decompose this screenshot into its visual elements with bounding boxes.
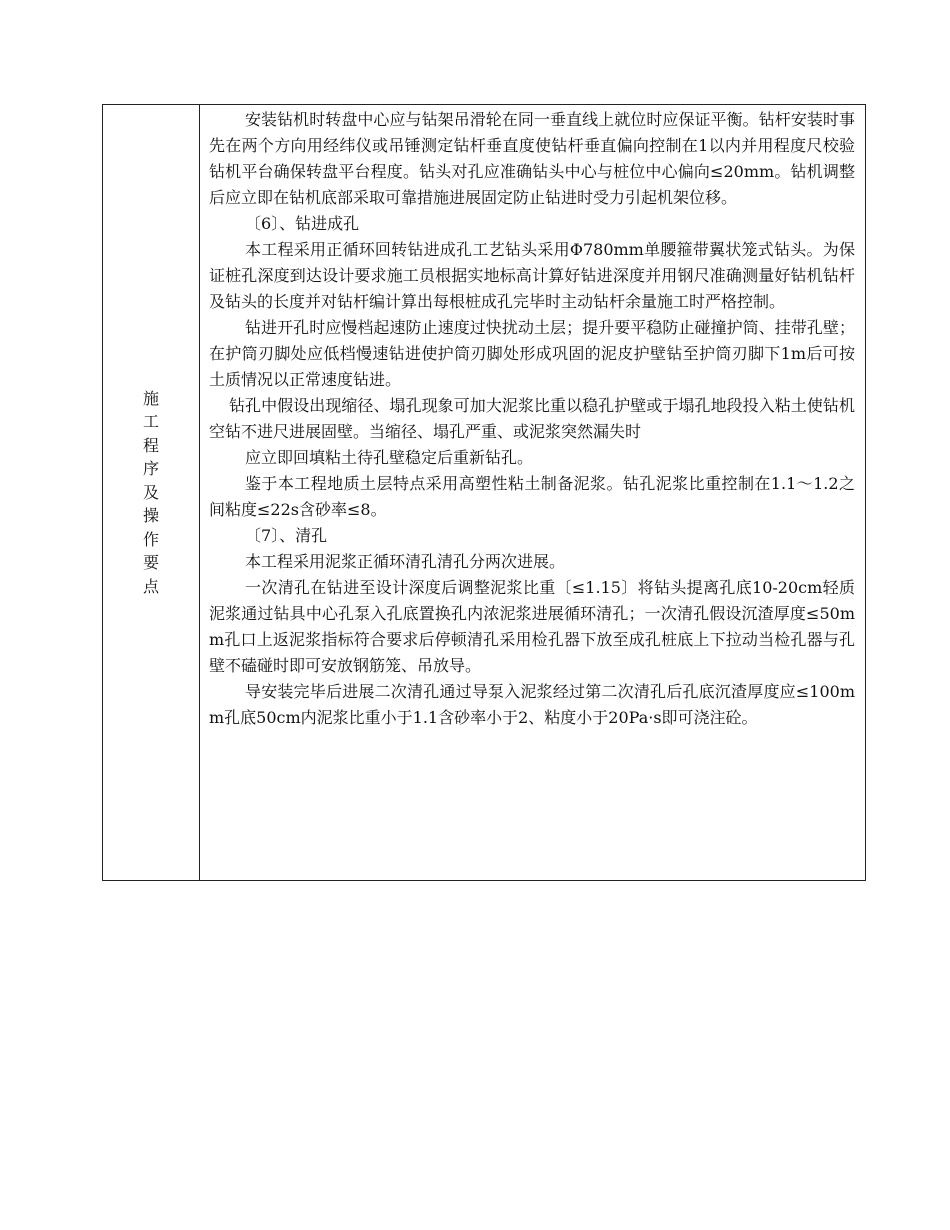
- paragraph-mud-preparation: 鉴于本工程地质土层特点采用高塑性粘土制备泥浆。钻孔泥浆比重控制在1.1～1.2之间粘度≤22s含砂率≤8。: [209, 474, 855, 519]
- heading-hole-cleaning: 〔7〕、清孔: [245, 526, 328, 545]
- paragraph-drilling-process: 本工程采用正循环回转钻进成孔工艺钻头采用Φ780mm单腰箍带翼状笼式钻头。为保证桩孔深度到达设计要求施工员根据实地标高计算好钻进深度并用钢尺准确测量好钻机钻杆及钻头的长度并对钻杆编计算出每根桩成孔完毕时主动钻杆余量施工时严格控制。: [209, 240, 855, 311]
- paragraph-second-cleaning: 导安装完毕后进展二次清孔通过导泵入泥浆经过第二次清孔后孔底沉渣厚度应≤100mm孔底50cm内泥浆比重小于1.1含砂率小于2、粘度小于20Pa·s即可浇注砼。: [209, 682, 855, 727]
- heading-drilling: 〔6〕、钻进成孔: [245, 214, 360, 233]
- paragraph-drilling-start: 钻进开孔时应慢档起速防止速度过快扰动土层；提升要平稳防止碰撞护筒、挂带孔壁；在护筒刃脚处应低档慢速钻进使护筒刃脚处形成巩固的泥皮护壁钻至护筒刃脚下1m后可按土质情况以正常速度钻进。: [209, 318, 855, 389]
- paragraph-drill-installation: 安装钻机时转盘中心应与钻架吊滑轮在同一垂直线上就位时应保证平衡。钻杆安装时事先在两个方向用经纬仪或吊锤测定钻杆垂直度使钻杆垂直偏向控制在1以内并用程度尺校验钻机平台确保转盘平台程度。钻头对孔应准确钻头中心与桩位中心偏向≤20mm。钻机调整后应立即在钻机底部采取可靠措施进展固定防止钻进时受力引起机架位移。: [209, 110, 855, 207]
- content-cell: [209, 107, 855, 731]
- paragraph-cleaning-method: 本工程采用泥浆正循环清孔清孔分两次进展。: [245, 552, 566, 571]
- paragraph-first-cleaning: 一次清孔在钻进至设计深度后调整泥浆比重〔≤1.15〕将钻头提离孔底10-20cm轻质泥浆通过钻具中心孔泵入孔底置换孔内浓泥浆进展循环清孔；一次清孔假设沉渣厚度≤50mm孔口上返泥浆指标符合要求后停顿清孔采用检孔器下放至成孔桩底上下拉动当检孔器与孔壁不磕碰时即可安放钢筋笼、吊放导。: [209, 578, 855, 675]
- column-divider: [199, 105, 200, 880]
- section-label: 施工程序及操作要点: [142, 388, 159, 596]
- paragraph-backfill: 应立即回填粘土待孔壁稳定后重新钻孔。: [245, 448, 534, 467]
- section-label-cell: [103, 105, 199, 880]
- procedure-table: [102, 104, 866, 881]
- paragraph-collapse-handling: 钻孔中假设出现缩径、塌孔现象可加大泥浆比重以稳孔护壁或于塌孔地段投入粘土使钻机空钻不进尺进展固壁。当缩径、塌孔严重、或泥浆突然漏失时: [209, 396, 855, 441]
